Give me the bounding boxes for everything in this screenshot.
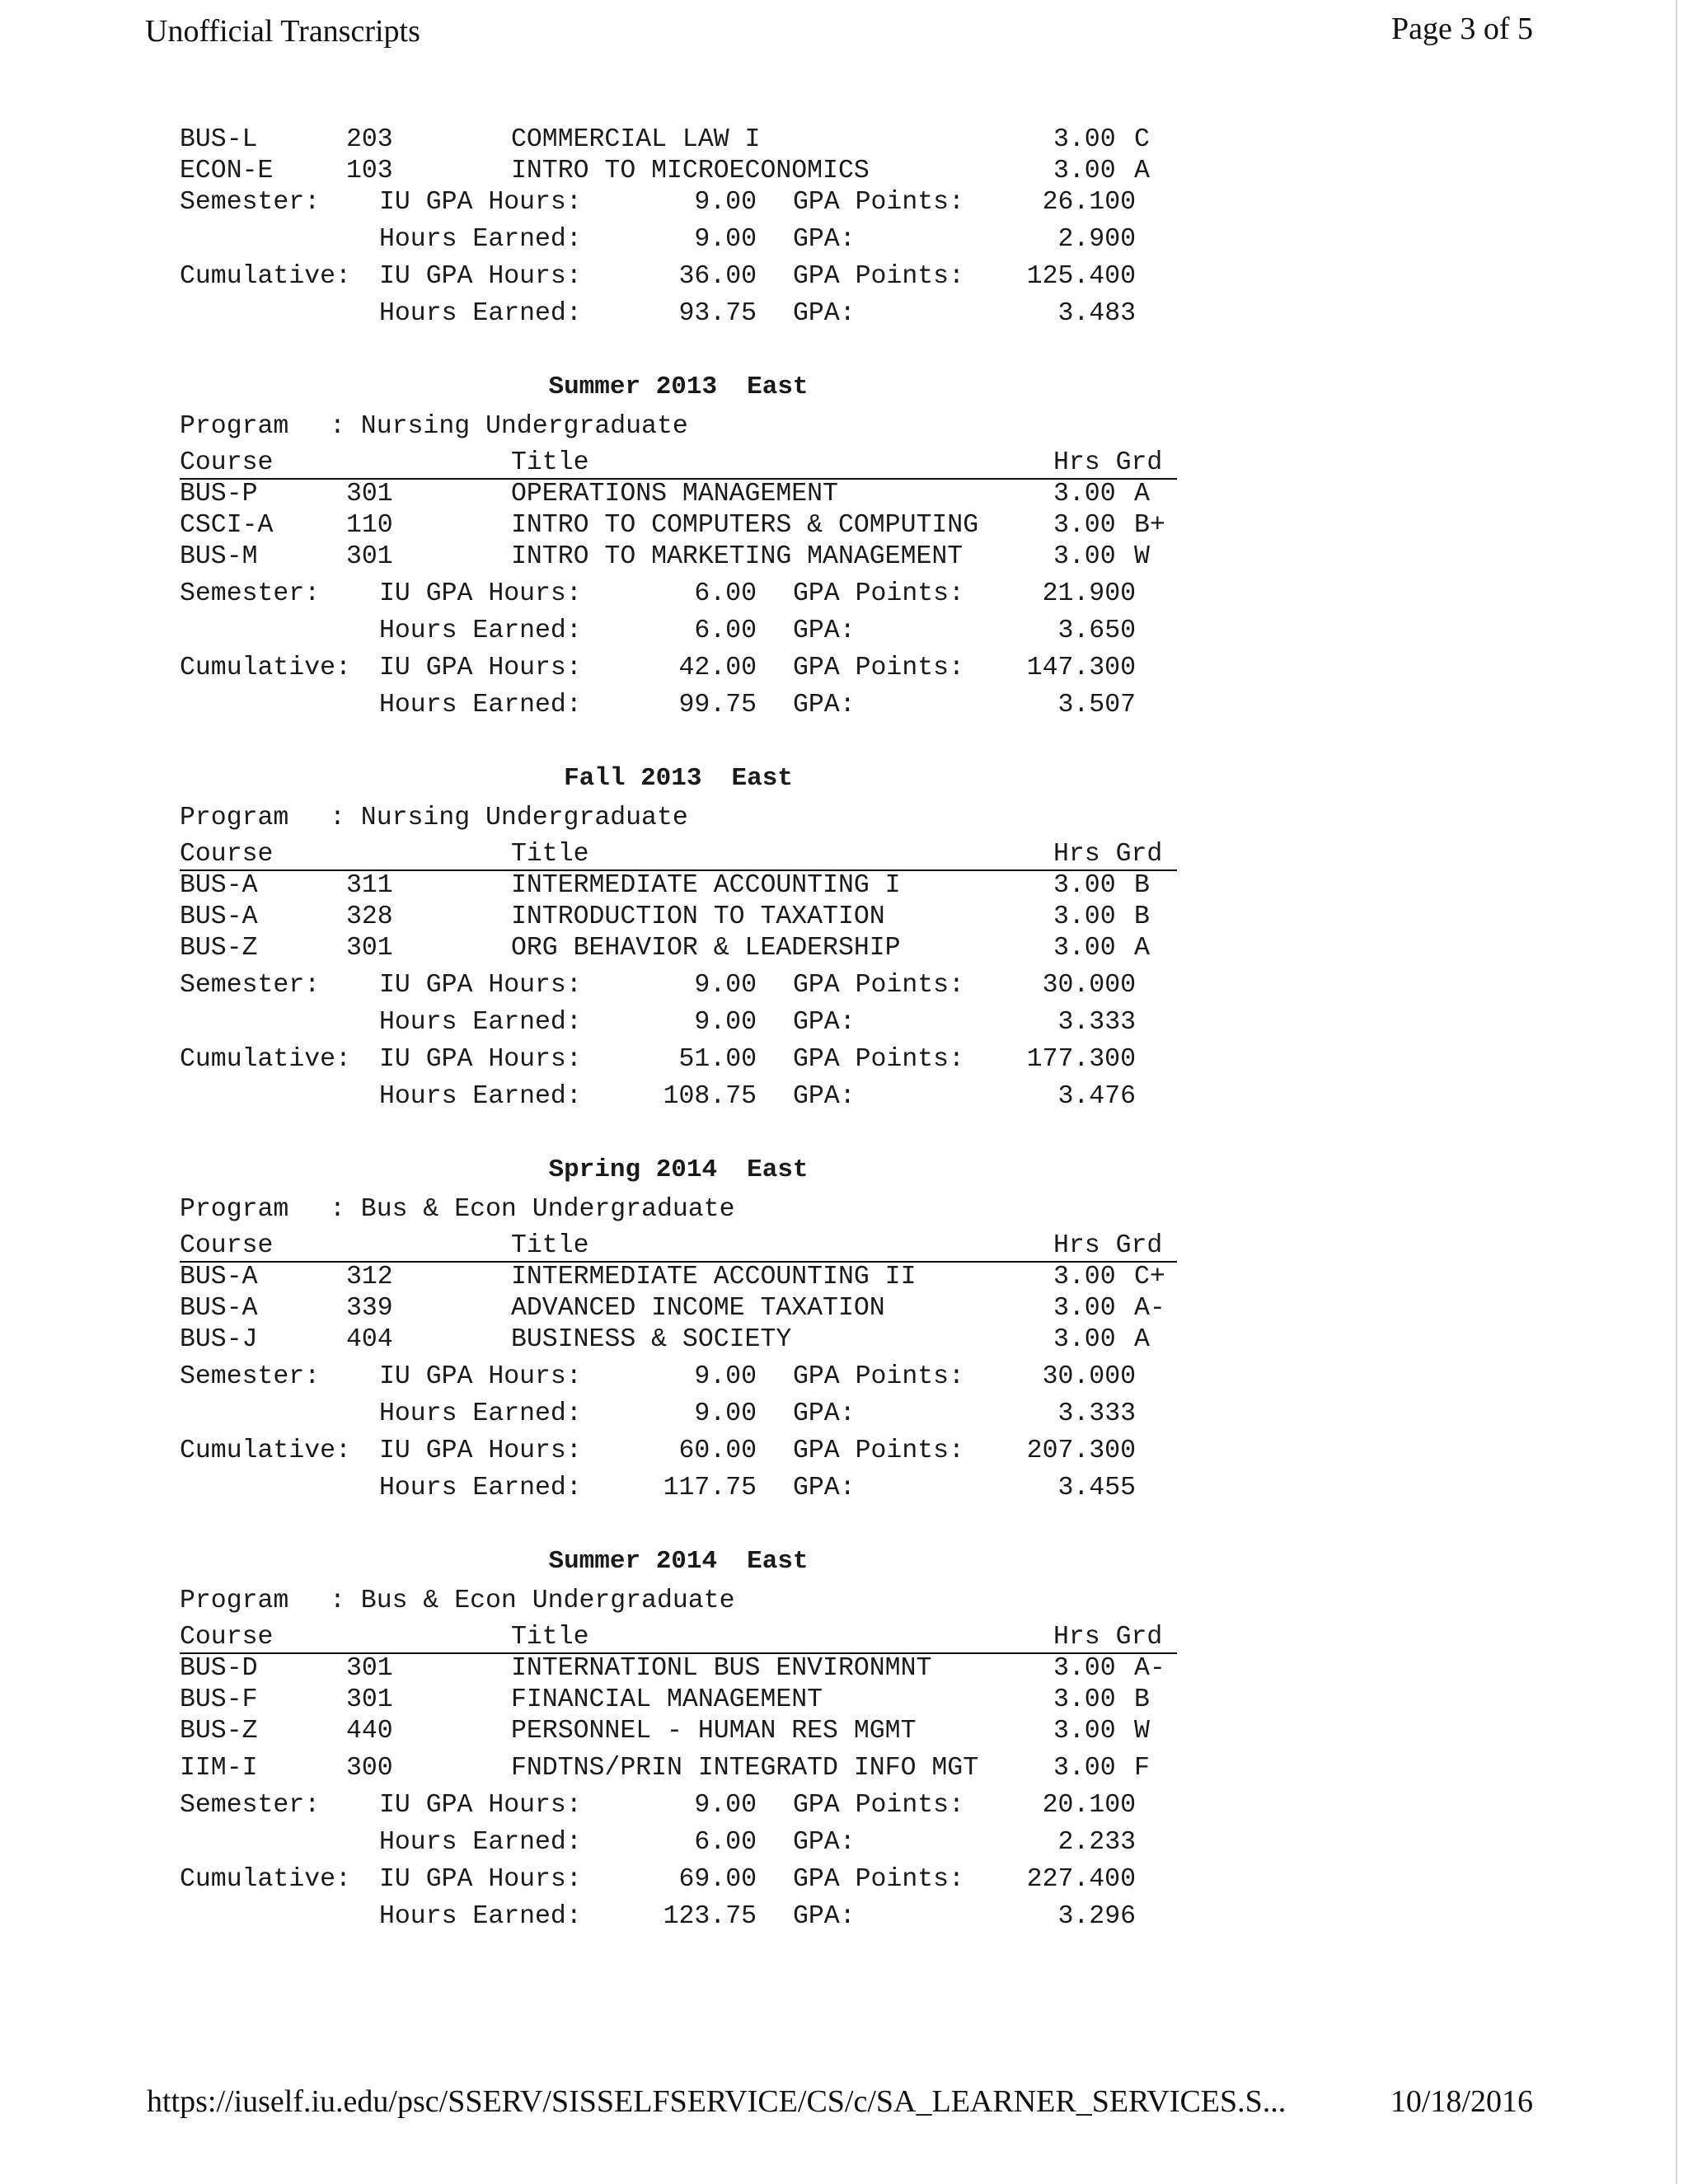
stat-label: Hours Earned: xyxy=(379,1399,582,1428)
stat-row xyxy=(180,225,1177,262)
course-number: 103 xyxy=(346,157,393,185)
stat-value-text: 6.00 xyxy=(694,616,757,645)
stat-value-text: 9.00 xyxy=(694,971,757,1000)
stat-value-text: 36.00 xyxy=(678,262,757,291)
course-code: BUS-P xyxy=(180,480,258,509)
term-heading xyxy=(180,1547,1177,1586)
stat-label: IU GPA Hours: xyxy=(379,579,582,608)
stat-value-text: 9.00 xyxy=(694,1399,757,1428)
stat-row xyxy=(180,1399,1177,1436)
program-label: Program xyxy=(180,804,289,832)
stat-value-text: 117.75 xyxy=(663,1474,757,1502)
stat-label: GPA: xyxy=(793,1082,856,1111)
stat-label: Hours Earned: xyxy=(379,225,582,254)
course-hours: 3.00 xyxy=(1053,1294,1116,1323)
course-row xyxy=(180,480,1177,511)
stat-label: Hours Earned: xyxy=(379,1008,582,1037)
course-title: INTRODUCTION TO TAXATION xyxy=(511,902,885,931)
stat-label: IU GPA Hours: xyxy=(379,1362,582,1391)
stat-label: Hours Earned: xyxy=(379,616,582,645)
term-section xyxy=(180,336,1177,728)
stat-row xyxy=(180,1828,1177,1865)
stat-label: GPA: xyxy=(793,299,856,328)
column-header xyxy=(180,840,1177,871)
stat-label: IU GPA Hours: xyxy=(379,1865,582,1894)
stat-label: GPA: xyxy=(793,1008,856,1037)
course-title: FNDTNS/PRIN INTEGRATD INFO MGT xyxy=(511,1754,979,1783)
column-course: Course xyxy=(180,1231,274,1260)
stat-value-text: 125.400 xyxy=(1026,262,1136,291)
course-number: 339 xyxy=(346,1294,393,1323)
stat-value-text: 147.300 xyxy=(1026,654,1136,682)
stat-row xyxy=(180,1902,1177,1939)
course-code: BUS-A xyxy=(180,871,258,900)
stat-label: GPA Points: xyxy=(793,262,964,291)
column-course: Course xyxy=(180,1623,274,1652)
stat-row xyxy=(180,262,1177,299)
stat-row xyxy=(180,1791,1177,1828)
column-hrs-grd: Hrs Grd xyxy=(1053,1231,1163,1260)
stat-label: GPA Points: xyxy=(793,971,964,1000)
term-heading xyxy=(180,764,1177,804)
course-number: 301 xyxy=(346,542,393,571)
term-heading xyxy=(180,1155,1177,1195)
column-title: Title xyxy=(511,1231,589,1260)
stat-label: GPA Points: xyxy=(793,1045,964,1074)
stat-value-text: 93.75 xyxy=(678,299,757,328)
term-campus: East xyxy=(747,373,809,401)
course-grade: A- xyxy=(1134,1654,1165,1683)
stat-row xyxy=(180,654,1177,691)
stat-value-text: 99.75 xyxy=(678,691,757,719)
column-title: Title xyxy=(511,1623,589,1652)
course-grade: A xyxy=(1134,480,1150,509)
stat-label: GPA Points: xyxy=(793,1865,964,1894)
course-title: FINANCIAL MANAGEMENT xyxy=(511,1685,823,1714)
course-number: 404 xyxy=(346,1325,393,1354)
stat-label: GPA: xyxy=(793,1828,856,1857)
stat-value-text: 9.00 xyxy=(694,1008,757,1037)
transcript-body xyxy=(180,125,1177,1939)
course-grade: F xyxy=(1134,1754,1150,1783)
course-hours: 3.00 xyxy=(1053,1754,1116,1783)
course-code: CSCI-A xyxy=(180,511,274,540)
stat-value-text: 20.100 xyxy=(1042,1791,1136,1820)
stat-row xyxy=(180,616,1177,654)
course-code: BUS-A xyxy=(180,1294,258,1323)
stat-value-text: 177.300 xyxy=(1026,1045,1136,1074)
course-code: BUS-F xyxy=(180,1685,258,1714)
course-code: ECON-E xyxy=(180,157,274,185)
cumulative-label: Cumulative: xyxy=(180,1865,351,1894)
stat-value-text: 123.75 xyxy=(663,1902,757,1931)
stat-label: GPA Points: xyxy=(793,188,964,217)
stat-value-text: 3.476 xyxy=(1057,1082,1136,1111)
course-grade: W xyxy=(1134,542,1150,571)
stat-label: GPA Points: xyxy=(793,579,964,608)
stat-label: Hours Earned: xyxy=(379,691,582,719)
course-title: INTERMEDIATE ACCOUNTING II xyxy=(511,1263,917,1291)
stat-value-text: 3.483 xyxy=(1057,299,1136,328)
course-title: INTRO TO COMPUTERS & COMPUTING xyxy=(511,511,979,540)
course-grade: B xyxy=(1134,902,1150,931)
stat-value-text: 3.333 xyxy=(1057,1399,1136,1428)
stat-value-text: 108.75 xyxy=(663,1082,757,1111)
course-grade: C+ xyxy=(1134,1263,1165,1291)
stat-label: Hours Earned: xyxy=(379,299,582,328)
stat-label: IU GPA Hours: xyxy=(379,1791,582,1820)
course-hours: 3.00 xyxy=(1053,934,1116,963)
stat-value-text: 21.900 xyxy=(1042,579,1136,608)
course-hours: 3.00 xyxy=(1053,157,1116,185)
course-number: 311 xyxy=(346,871,393,900)
stat-value-text: 3.455 xyxy=(1057,1474,1136,1502)
stat-label: IU GPA Hours: xyxy=(379,1045,582,1074)
stat-label: IU GPA Hours: xyxy=(379,262,582,291)
stat-label: GPA: xyxy=(793,225,856,254)
course-grade: B+ xyxy=(1134,511,1165,540)
stat-value-text: 3.296 xyxy=(1057,1902,1136,1931)
stat-label: GPA: xyxy=(793,1902,856,1931)
course-hours: 3.00 xyxy=(1053,1685,1116,1714)
program-value: : Bus & Econ Undergraduate xyxy=(330,1195,735,1224)
course-title: INTRO TO MARKETING MANAGEMENT xyxy=(511,542,964,571)
course-title: PERSONNEL - HUMAN RES MGMT xyxy=(511,1717,917,1746)
semester-label: Semester: xyxy=(180,188,321,217)
stat-row xyxy=(180,1045,1177,1082)
stat-label: GPA Points: xyxy=(793,1436,964,1465)
program-row xyxy=(180,1586,1177,1623)
term-section xyxy=(180,1511,1177,1939)
course-code: BUS-A xyxy=(180,1263,258,1291)
course-hours: 3.00 xyxy=(1053,511,1116,540)
course-row xyxy=(180,902,1177,934)
section-gap xyxy=(180,728,1177,764)
stat-label: GPA: xyxy=(793,691,856,719)
course-hours: 3.00 xyxy=(1053,871,1116,900)
stat-row xyxy=(180,691,1177,728)
term-campus: East xyxy=(731,764,793,793)
column-hrs-grd: Hrs Grd xyxy=(1053,448,1163,477)
course-code: BUS-Z xyxy=(180,934,258,963)
course-hours: 3.00 xyxy=(1053,902,1116,931)
course-row xyxy=(180,1754,1177,1791)
course-title: OPERATIONS MANAGEMENT xyxy=(511,480,838,509)
course-hours: 3.00 xyxy=(1053,480,1116,509)
stat-value-text: 9.00 xyxy=(694,1362,757,1391)
section-gap xyxy=(180,1119,1177,1155)
semester-label: Semester: xyxy=(180,579,321,608)
course-grade: W xyxy=(1134,1717,1150,1746)
footer-date: 10/18/2016 xyxy=(1390,2084,1533,2119)
course-code: BUS-J xyxy=(180,1325,258,1354)
continued-summary xyxy=(180,188,1177,336)
course-row xyxy=(180,934,1177,971)
stat-row xyxy=(180,188,1177,225)
stat-value-text: 6.00 xyxy=(694,1828,757,1857)
term-heading xyxy=(180,373,1177,412)
stat-label: IU GPA Hours: xyxy=(379,971,582,1000)
term-list xyxy=(180,336,1177,1939)
column-title: Title xyxy=(511,448,589,477)
course-number: 110 xyxy=(346,511,393,540)
semester-label: Semester: xyxy=(180,1362,321,1391)
course-row xyxy=(180,1685,1177,1717)
course-hours: 3.00 xyxy=(1053,1717,1116,1746)
course-number: 328 xyxy=(346,902,393,931)
program-label: Program xyxy=(180,1195,289,1224)
program-label: Program xyxy=(180,1586,289,1615)
stat-value-text: 69.00 xyxy=(678,1865,757,1894)
cumulative-label: Cumulative: xyxy=(180,262,351,291)
stat-label: Hours Earned: xyxy=(379,1902,582,1931)
stat-value-text: 2.233 xyxy=(1057,1828,1136,1857)
footer-url: https://iuself.iu.edu/psc/SSERV/SISSELFSERVICE/CS/c/SA_LEARNER_SERVICES.S... xyxy=(147,2084,1287,2119)
column-course: Course xyxy=(180,448,274,477)
course-row xyxy=(180,1654,1177,1685)
stat-row xyxy=(180,1865,1177,1902)
stat-label: Hours Earned: xyxy=(379,1474,582,1502)
stat-label: GPA Points: xyxy=(793,1791,964,1820)
course-grade: C xyxy=(1134,125,1150,154)
stat-value-text: 3.507 xyxy=(1057,691,1136,719)
course-number: 301 xyxy=(346,934,393,963)
course-title: BUSINESS & SOCIETY xyxy=(511,1325,792,1354)
course-row xyxy=(180,511,1177,542)
stat-label: GPA: xyxy=(793,1399,856,1428)
course-title: INTERNATIONL BUS ENVIRONMNT xyxy=(511,1654,932,1683)
course-grade: A xyxy=(1134,157,1150,185)
course-row xyxy=(180,157,1177,188)
stat-value-text: 9.00 xyxy=(694,1791,757,1820)
term-campus: East xyxy=(747,1155,809,1184)
course-grade: B xyxy=(1134,1685,1150,1714)
course-number: 301 xyxy=(346,1654,393,1683)
stat-value-text: 227.400 xyxy=(1026,1865,1136,1894)
column-header xyxy=(180,1623,1177,1654)
semester-label: Semester: xyxy=(180,971,321,1000)
program-row xyxy=(180,412,1177,448)
course-code: BUS-D xyxy=(180,1654,258,1683)
program-value: : Nursing Undergraduate xyxy=(330,412,688,441)
course-title: ADVANCED INCOME TAXATION xyxy=(511,1294,885,1323)
term-section xyxy=(180,728,1177,1119)
course-title: INTERMEDIATE ACCOUNTING I xyxy=(511,871,901,900)
column-title: Title xyxy=(511,840,589,869)
term-name: Spring 2014 xyxy=(548,1155,718,1184)
course-number: 301 xyxy=(346,480,393,509)
course-code: BUS-M xyxy=(180,542,258,571)
stat-value-text: 30.000 xyxy=(1042,1362,1136,1391)
course-hours: 3.00 xyxy=(1053,1654,1116,1683)
program-value: : Nursing Undergraduate xyxy=(330,804,688,832)
stat-row xyxy=(180,299,1177,336)
stat-label: IU GPA Hours: xyxy=(379,188,582,217)
stat-value-text: 30.000 xyxy=(1042,971,1136,1000)
course-row xyxy=(180,871,1177,902)
course-grade: A xyxy=(1134,1325,1150,1354)
stat-label: GPA: xyxy=(793,1474,856,1502)
course-number: 312 xyxy=(346,1263,393,1291)
stat-label: GPA Points: xyxy=(793,1362,964,1391)
stat-label: IU GPA Hours: xyxy=(379,1436,582,1465)
course-title: ORG BEHAVIOR & LEADERSHIP xyxy=(511,934,901,963)
course-code: BUS-Z xyxy=(180,1717,258,1746)
course-row xyxy=(180,1325,1177,1362)
column-hrs-grd: Hrs Grd xyxy=(1053,840,1163,869)
stat-label: Hours Earned: xyxy=(379,1828,582,1857)
course-row xyxy=(180,125,1177,157)
course-hours: 3.00 xyxy=(1053,125,1116,154)
column-header xyxy=(180,1231,1177,1263)
cumulative-label: Cumulative: xyxy=(180,1436,351,1465)
stat-label: GPA Points: xyxy=(793,654,964,682)
course-title: COMMERCIAL LAW I xyxy=(511,125,761,154)
cumulative-label: Cumulative: xyxy=(180,654,351,682)
course-number: 203 xyxy=(346,125,393,154)
stat-row xyxy=(180,1474,1177,1511)
stat-value-text: 3.650 xyxy=(1057,616,1136,645)
stat-row xyxy=(180,579,1177,616)
stat-value-text: 26.100 xyxy=(1042,188,1136,217)
course-number: 301 xyxy=(346,1685,393,1714)
program-label: Program xyxy=(180,412,289,441)
course-code: IIM-I xyxy=(180,1754,258,1783)
stat-row xyxy=(180,1082,1177,1119)
course-number: 440 xyxy=(346,1717,393,1746)
section-gap xyxy=(180,1511,1177,1547)
course-number: 300 xyxy=(346,1754,393,1783)
stat-value-text: 6.00 xyxy=(694,579,757,608)
program-row xyxy=(180,1195,1177,1231)
stat-value-text: 2.900 xyxy=(1057,225,1136,254)
course-code: BUS-A xyxy=(180,902,258,931)
stat-value-text: 9.00 xyxy=(694,188,757,217)
course-grade: B xyxy=(1134,871,1150,900)
program-value: : Bus & Econ Undergraduate xyxy=(330,1586,735,1615)
column-hrs-grd: Hrs Grd xyxy=(1053,1623,1163,1652)
stat-label: GPA: xyxy=(793,616,856,645)
course-hours: 3.00 xyxy=(1053,1325,1116,1354)
cumulative-label: Cumulative: xyxy=(180,1045,351,1074)
stat-value-text: 51.00 xyxy=(678,1045,757,1074)
course-grade: A- xyxy=(1134,1294,1165,1323)
course-row xyxy=(180,1263,1177,1294)
continued-course-list xyxy=(180,125,1177,188)
column-header xyxy=(180,448,1177,480)
term-name: Summer 2014 xyxy=(548,1547,718,1576)
course-grade: A xyxy=(1134,934,1150,963)
term-name: Fall 2013 xyxy=(564,764,702,793)
term-campus: East xyxy=(747,1547,809,1576)
document-title: Unofficial Transcripts xyxy=(145,14,420,49)
stat-row xyxy=(180,1362,1177,1399)
course-row xyxy=(180,1717,1177,1754)
course-hours: 3.00 xyxy=(1053,542,1116,571)
stat-row xyxy=(180,1436,1177,1474)
stat-value-text: 3.333 xyxy=(1057,1008,1136,1037)
column-course: Course xyxy=(180,840,274,869)
term-name: Summer 2013 xyxy=(548,373,718,401)
stat-value-text: 207.300 xyxy=(1026,1436,1136,1465)
semester-label: Semester: xyxy=(180,1791,321,1820)
stat-label: Hours Earned: xyxy=(379,1082,582,1111)
course-hours: 3.00 xyxy=(1053,1263,1116,1291)
stat-value-text: 42.00 xyxy=(678,654,757,682)
stat-label: IU GPA Hours: xyxy=(379,654,582,682)
course-row xyxy=(180,542,1177,579)
stat-row xyxy=(180,1008,1177,1045)
stat-value-text: 60.00 xyxy=(678,1436,757,1465)
stat-row xyxy=(180,971,1177,1008)
section-gap xyxy=(180,336,1177,373)
page-edge-rule xyxy=(1676,0,1677,2184)
course-title: INTRO TO MICROECONOMICS xyxy=(511,157,870,185)
stat-value-text: 9.00 xyxy=(694,225,757,254)
course-row xyxy=(180,1294,1177,1325)
page-indicator: Page 3 of 5 xyxy=(1390,12,1533,46)
course-code: BUS-L xyxy=(180,125,258,154)
program-row xyxy=(180,804,1177,840)
term-section xyxy=(180,1119,1177,1511)
